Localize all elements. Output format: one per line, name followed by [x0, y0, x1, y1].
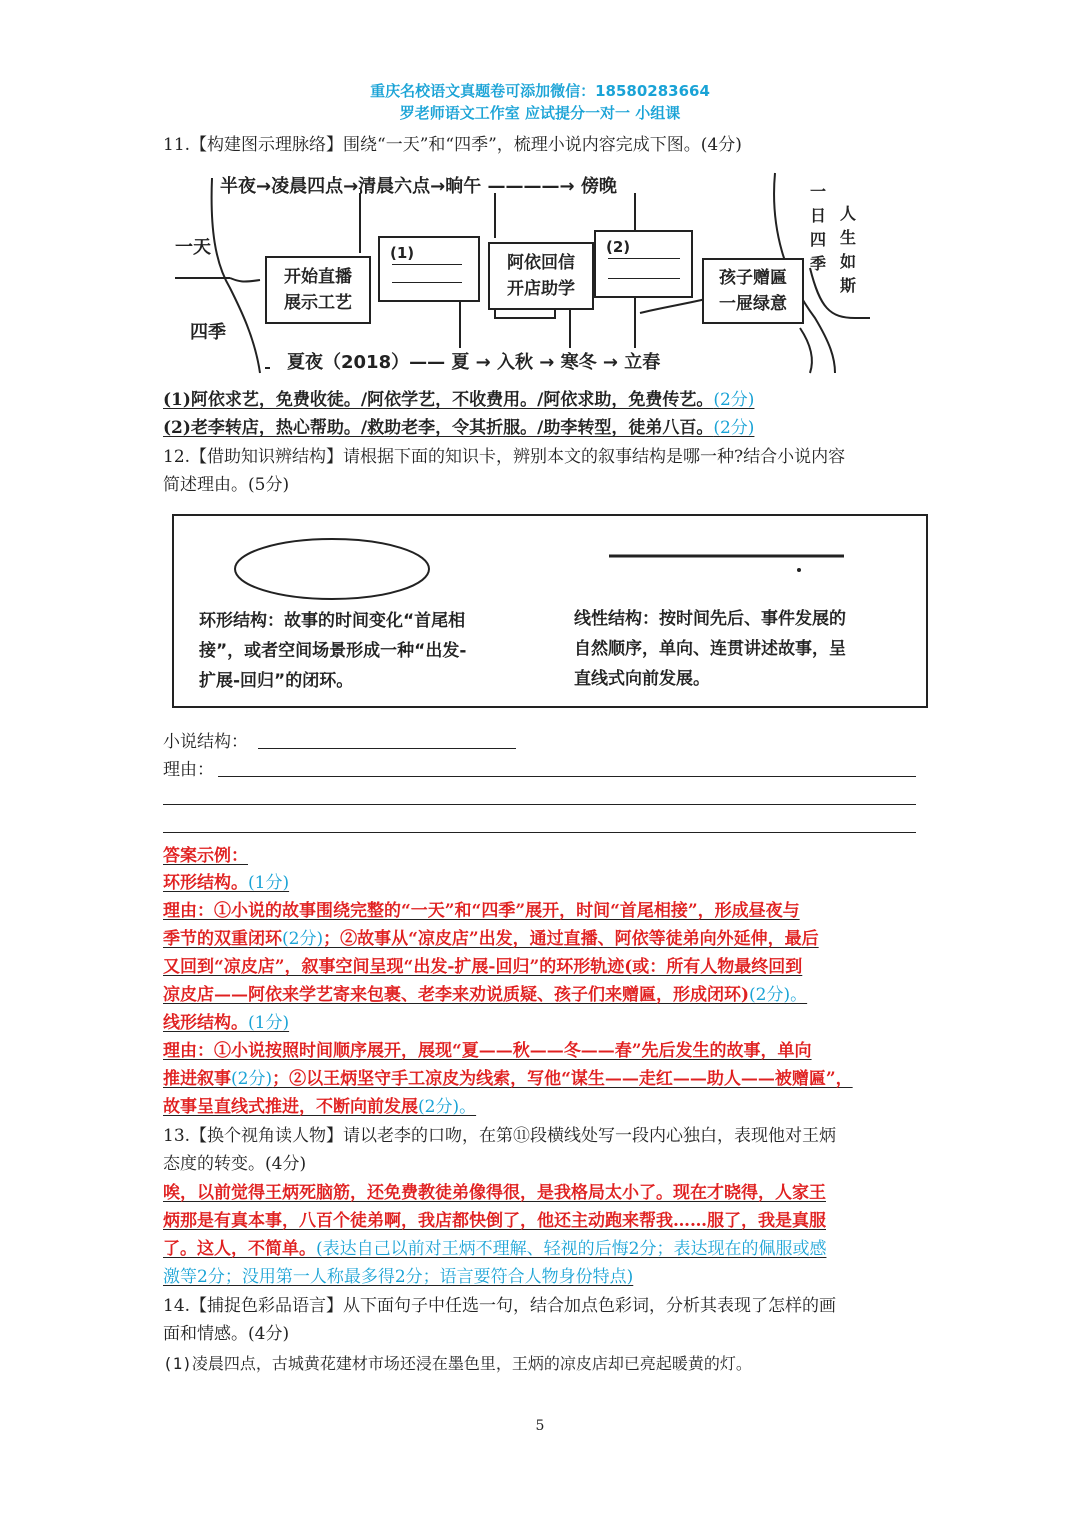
reason-line-1 [218, 776, 916, 777]
card-ring-text: 环形结构：故事的时间变化“首尾相 接”，或者空间场景形成一种“出发- 扩展-回归”的闭环。 [199, 611, 467, 691]
q11-prompt: 11.【构建图示理脉络】围绕“一天”和“四季”，梳理小说内容完成下图。(4分) [163, 135, 742, 155]
right-column-life: 人生如斯 [840, 204, 857, 295]
a1-reason-4: 凉皮店——阿依来学艺寄来包裹、老李来劝说质疑、孩子们来赠匾，形成闭环)(2分)。 [163, 985, 808, 1005]
a2-reason-2: 推进叙事(2分)；②以王炳坚守手工凉皮为线索，写他“谋生——走红——助人——被赠匾”， [163, 1069, 853, 1089]
ring-icon [232, 534, 432, 604]
q14-item-1: (1)凌晨四点，古城黄花建材市场还浸在墨色里，王炳的凉皮店却已亮起暖黄的灯。 [163, 1354, 752, 1373]
a2-reason-3: 故事呈直线式推进，不断向前发展(2分)。 [163, 1097, 477, 1117]
box-ayi-reply [488, 242, 594, 310]
box1-line1: 开始直播 [284, 267, 352, 287]
q11-answer-1: (1)阿依求艺，免费收徒。/阿依学艺，不收费用。/阿依求助，免费传艺。(2分) [163, 390, 755, 410]
box-blank-2 [594, 230, 693, 298]
box-start-live [265, 256, 371, 324]
q14-prompt-1: 14.【捕捉色彩品语言】从下面句子中任选一句，结合加点色彩词，分析其表现了怎样的画 [163, 1296, 837, 1316]
a1-reason-3: 又回到“凉皮店”，叙事空间呈现“出发-扩展-回归”的环形轨迹(或：所有人物最终回到 [163, 957, 803, 977]
knowledge-card [172, 514, 928, 708]
q13-prompt-2: 态度的转变。(4分) [163, 1154, 307, 1174]
header-contact: 重庆名校语文真题卷可添加微信：18580283664 [370, 82, 710, 100]
reason-line-2 [163, 804, 916, 805]
label-season: 四季 [190, 322, 226, 343]
q13-answer-1: 唉，以前觉得王炳死脑筋，还免费教徒弟像得很，是我格局太小了。现在才晓得，人家王 [163, 1183, 826, 1203]
header-studio: 罗老师语文工作室 应试提分一对一 小组课 [399, 104, 681, 122]
q13-answer-2: 炳那是有真本事，八百个徒弟啊，我店都快倒了，他还主动跑来帮我……服了，我是真服 [163, 1211, 826, 1231]
blank1-label: (1) [390, 244, 415, 262]
box-children-gift [702, 258, 804, 324]
label-day: 一天 [175, 237, 211, 258]
box-blank-1 [378, 236, 480, 302]
blank2-label: (2) [606, 238, 631, 256]
q13-prompt-1: 13.【换个视角读人物】请以老李的口吻，在第⑪段横线处写一段内心独白，表现他对王炳 [163, 1126, 837, 1146]
box5-line1: 孩子赠匾 [719, 268, 787, 288]
q11-answer-2: (2)老李转店，热心帮助。/救助老李，令其折服。/助李转型，徒弟八百。(2分) [163, 418, 755, 438]
q13-answer-3: 了。这人，不简单。(表达自己以前对王炳不理解、轻视的后悔2分；表达现在的佩服或感 [163, 1239, 827, 1259]
line-icon [604, 546, 854, 576]
q11-diagram [170, 168, 920, 380]
q12-prompt-1: 12.【借助知识辨结构】请根据下面的知识卡，辨别本文的叙事结构是哪一种?结合小说内容 [163, 447, 846, 467]
page-number: 5 [535, 1418, 545, 1434]
day-timeline: 半夜→凌晨四点→清晨六点→晌午 ————→ 傍晚 [220, 176, 617, 197]
box5-line2: 一屉绿意 [719, 294, 787, 314]
q12-prompt-2: 简述理由。(5分) [163, 475, 290, 495]
structure-answer-line [258, 748, 516, 749]
season-timeline: 夏夜（2018）—— 夏 → 入秋 → 寒冬 → 立春 [285, 348, 662, 374]
a2-reason-1: 理由：①小说按照时间顺序展开，展现“夏——秋——冬——春”先后发生的故事，单向 [163, 1041, 812, 1061]
card-linear-text: 线性结构：按时间先后、事件发展的 自然顺序，单向、连贯讲述故事，呈 直线式向前发展。 [574, 609, 846, 689]
q13-scoring-note: 激等2分；没用第一人称最多得2分；语言要符合人物身份特点) [163, 1267, 634, 1287]
structure-label: 小说结构： [163, 732, 248, 752]
reason-line-3 [163, 832, 916, 833]
right-column-day: 一日四季 [810, 182, 827, 273]
a1-reason-1: 理由：①小说的故事围绕完整的“一天”和“四季”展开，时间“首尾相接”，形成昼夜与 [163, 901, 800, 921]
q14-prompt-2: 面和情感。(4分) [163, 1324, 290, 1344]
box3-line1: 阿依回信 [507, 253, 575, 273]
box3-line2: 开店助学 [507, 279, 575, 299]
box1-line2: 展示工艺 [284, 293, 352, 313]
a1-reason-2: 季节的双重闭环(2分)；②故事从“凉皮店”出发，通过直播、阿依等徒弟向外延伸，最后 [163, 929, 819, 949]
a2-label: 线形结构。(1分) [163, 1013, 290, 1033]
reason-label: 理由： [163, 760, 214, 780]
answer-example-title: 答案示例： [163, 846, 248, 866]
a1-label: 环形结构。(1分) [163, 873, 290, 893]
